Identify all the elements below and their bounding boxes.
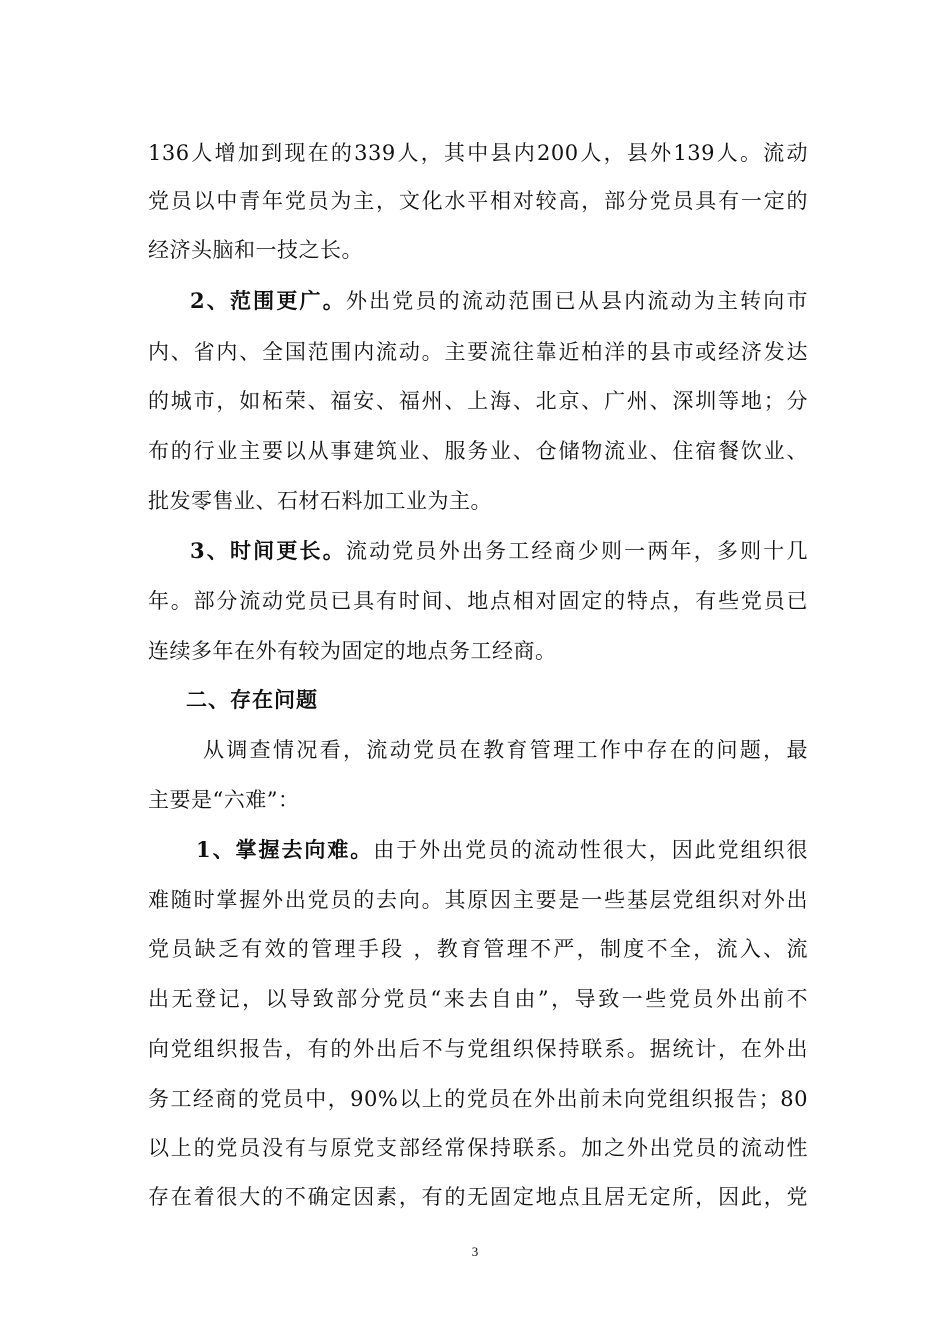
paragraph-5-line-1-text: 由于外出党员的流动性很大，因此党组织很 <box>373 838 808 862</box>
section-heading: 二、存在问题 <box>186 687 318 712</box>
paragraph-5-line-1 <box>196 835 808 865</box>
paragraph-5-line-2: 难随时掌握外出党员的去向。其原因主要是一些基层党组织对外出 <box>148 888 808 912</box>
paragraph-4-line-1: 从调查情况看，流动党员在教育管理工作中存在的问题，最 <box>203 738 808 762</box>
paragraph-5-line-5: 向党组织报告，有的外出后不与党组织保持联系。据统计，在外出 <box>148 1037 808 1061</box>
paragraph-3-line-3: 连续多年在外有较为固定的地点务工经商。 <box>148 639 557 663</box>
paragraph-2-line-1 <box>190 286 808 316</box>
page-number: 3 <box>471 1244 479 1259</box>
paragraph-2-line-5: 批发零售业、石材石料加工业为主。 <box>148 489 492 513</box>
paragraph-3-lead: 3、时间更长。 <box>190 538 346 563</box>
paragraph-2-lead: 2、范围更广。 <box>190 288 346 313</box>
paragraph-5-line-7: 以上的党员没有与原党支部经常保持联系。加之外出党员的流动性 <box>148 1136 808 1160</box>
paragraph-4-line-2: 主要是“六难”： <box>148 788 300 812</box>
paragraph-5-line-4: 出无登记，以导致部分党员“来去自由”，导致一些党员外出前不 <box>148 987 808 1011</box>
paragraph-1-line-1: 136人增加到现在的339人，其中县内200人，县外139人。流动 <box>148 141 808 165</box>
paragraph-5-line-6: 务工经商的党员中，90%以上的党员在外出前未向党组织报告；80 <box>148 1087 808 1111</box>
paragraph-2-line-1-text: 外出党员的流动范围已从县内流动为主转向市 <box>345 289 808 313</box>
paragraph-1-line-2: 党员以中青年党员为主，文化水平相对较高，部分党员具有一定的 <box>148 189 808 213</box>
paragraph-3-line-1-text: 流动党员外出务工经商少则一两年，多则十几 <box>345 539 808 563</box>
paragraph-2-line-2: 内、省内、全国范围内流动。主要流往靠近柏洋的县市或经济发达 <box>148 340 808 364</box>
paragraph-3-line-2: 年。部分流动党员已具有时间、地点相对固定的特点，有些党员已 <box>148 589 808 613</box>
paragraph-3-line-1 <box>190 536 808 566</box>
paragraph-5-lead: 1、掌握去向难。 <box>196 837 374 862</box>
paragraph-1-line-3: 经济头脑和一技之长。 <box>148 238 363 262</box>
paragraph-5-line-3: 党员缺乏有效的管理手段 ，教育管理不严，制度不全，流入、流 <box>148 937 808 961</box>
paragraph-5-line-8: 存在着很大的不确定因素，有的无固定地点且居无定所，因此，党 <box>148 1185 808 1209</box>
paragraph-2-line-4: 布的行业主要以从事建筑业、服务业、仓储物流业、住宿餐饮业、 <box>148 439 808 463</box>
paragraph-2-line-3: 的城市，如柘荣、福安、福州、上海、北京、广州、深圳等地；分 <box>148 389 808 413</box>
